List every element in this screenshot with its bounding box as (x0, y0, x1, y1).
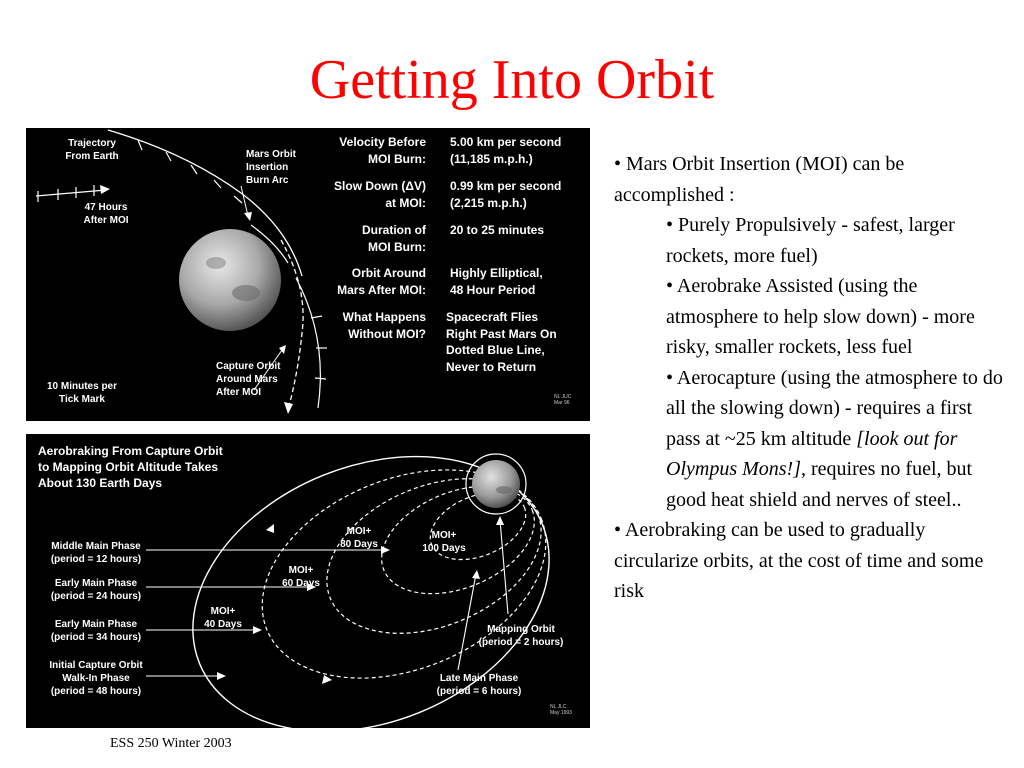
sub-bullet-italic: [look out for Olympus Mons!], (666, 427, 958, 480)
aerobraking-heading: Aerobraking From Capture Orbit to Mapping Orbit Altitude Takes About 130 Earth Days (38, 444, 223, 490)
moi-days-label: MOI+ 100 Days (422, 530, 466, 554)
mars-planet (472, 460, 520, 508)
bullet-list (614, 149, 1009, 607)
moi-days-label: MOI+ 60 Days (282, 565, 320, 589)
hours-after-moi-label: 47 Hours After MOI (83, 202, 129, 226)
moi-row-value: Spacecraft Flies Right Past Mars On Dotted Blue Line, Never to Return (446, 310, 557, 374)
sub-bullet-text: requires no fuel, but good heat shield and nerves of steel.. (666, 458, 973, 511)
sub-bullet-item (614, 363, 1009, 516)
hours-trajectory-line (36, 190, 106, 196)
sub-bullet-item: • Aerobrake Assisted (using the atmosphere to help slow down) - more risky, smaller rockets, less fuel (666, 275, 975, 358)
moi-row-label: Orbit Around Mars After MOI: (337, 266, 426, 297)
mapping-orbit-label: Mapping Orbit (period = 2 hours) (478, 624, 564, 648)
phase-label: Early Main Phase (period = 24 hours) (50, 578, 142, 602)
trajectory-from-earth-label: Trajectory From Earth (65, 138, 119, 162)
moi-row-value: 20 to 25 minutes (450, 223, 545, 237)
burn-arc-label: Mars Orbit Insertion Burn Arc (246, 149, 297, 186)
moi-row-label: Slow Down (ΔV) at MOI: (334, 179, 426, 210)
top-figure-credit: NL JUC Mar 96 (554, 394, 572, 406)
tick-mark-label: 10 Minutes per Tick Mark (46, 381, 118, 405)
mars-planet (179, 229, 281, 331)
sub-bullet-item: • Purely Propulsively - safest, larger rockets, more fuel) (666, 214, 955, 267)
moi-row-value: 0.99 km per second (2,215 m.p.h.) (450, 179, 562, 210)
aerobraking-figure (26, 434, 590, 728)
capture-orbit-label: Capture Orbit Around Mars After MOI (216, 361, 281, 398)
moi-row-label: What Happens Without MOI? (342, 310, 426, 341)
moi-row-label: Velocity Before MOI Burn: (339, 135, 426, 166)
slide-footer: ESS 250 Winter 2003 (110, 736, 232, 751)
moi-figure (26, 128, 590, 421)
trajectory-tick-marks (138, 140, 242, 203)
moi-days-label: MOI+ 80 Days (340, 526, 378, 550)
sub-bullet-text: • Aerocapture (using the atmosphere to do all the slowing down) - requires a first pass at ~25 km altitude (666, 366, 1003, 450)
phase-label: Initial Capture Orbit Walk-In Phase (period = 48 hours) (49, 660, 143, 697)
slide-title: Getting Into Orbit (309, 49, 715, 111)
moi-row-label: Duration of MOI Burn: (362, 223, 426, 254)
phase-label: Early Main Phase (period = 34 hours) (50, 619, 142, 643)
bullet-item: • Mars Orbit Insertion (MOI) can be accomplished : (614, 153, 905, 206)
moi-days-label: MOI+ 40 Days (204, 606, 242, 630)
bullet-item: • Aerobraking can be used to gradually circularize orbits, at the cost of time and some risk (614, 519, 984, 602)
moi-row-value: Highly Elliptical, 48 Hour Period (450, 266, 543, 297)
bottom-figure-credit: NL JLC May 1993 (550, 704, 572, 716)
moi-row-value: 5.00 km per second (11,185 m.p.h.) (450, 135, 562, 166)
late-main-phase-label: Late Main Phase (period = 6 hours) (436, 673, 522, 697)
phase-label: Middle Main Phase (period = 12 hours) (50, 541, 142, 565)
